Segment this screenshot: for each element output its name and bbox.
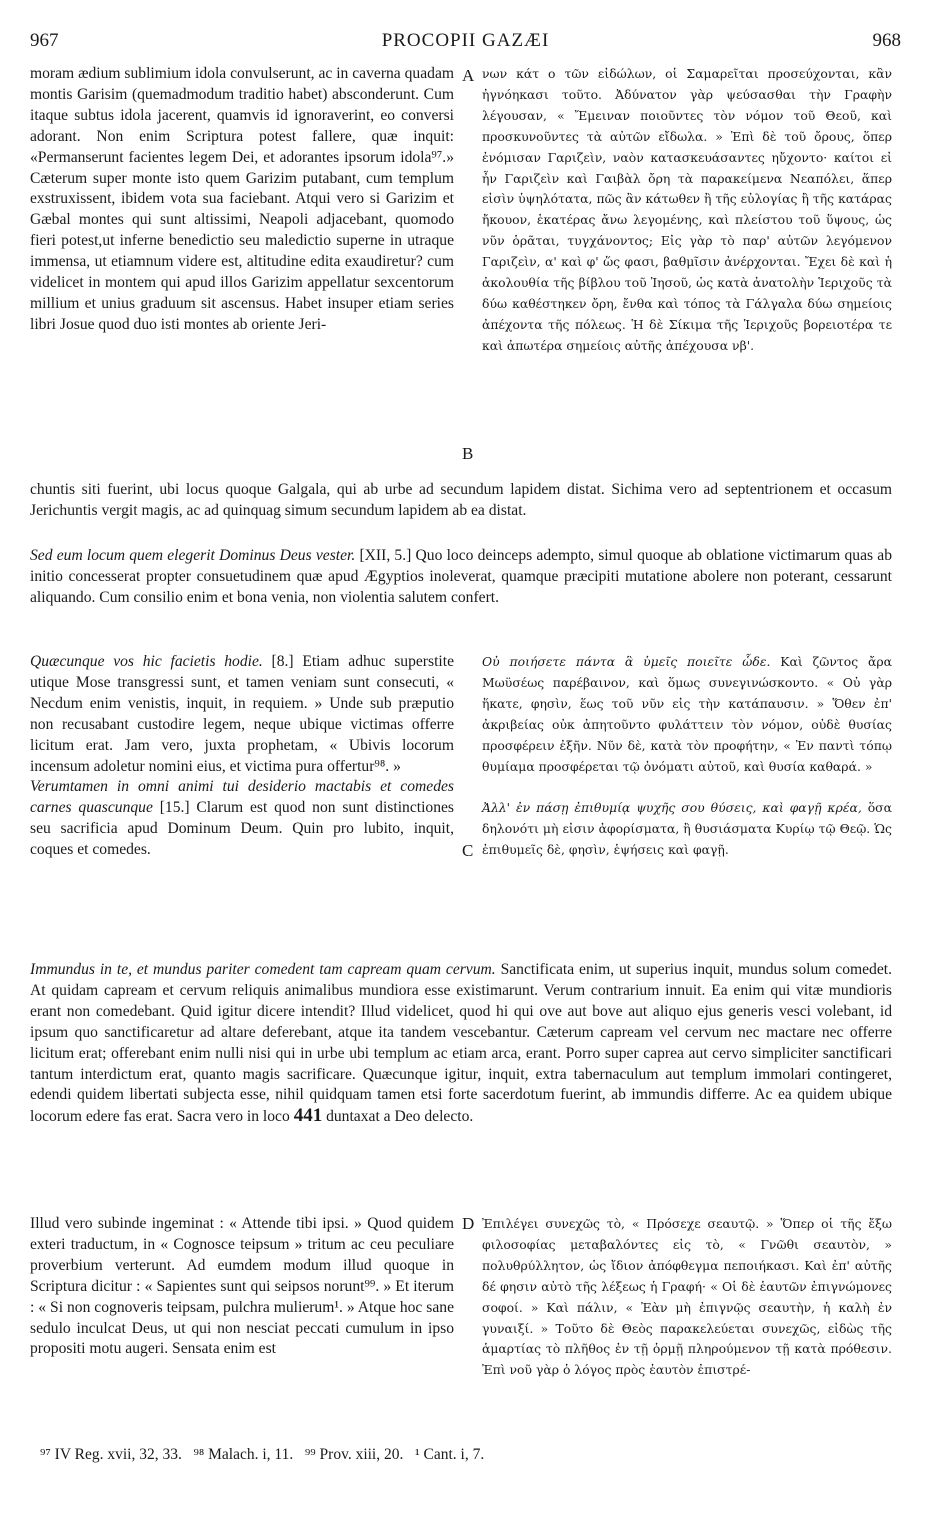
latin-text: duntaxat a Deo delecto.: [322, 1108, 474, 1126]
full-width-section-2: [30, 546, 892, 609]
latin-text: chuntis siti fuerint, ubi locus quoque Galgala, qui ab urbe ad secundum lapidem distat. Sichima vero ad septentrionem et occasum Jerichuntis vergit magis, ac ad quinquag simum secundum lapidem ab ea distat.: [30, 481, 892, 519]
lemma: Verumtamen in omni animi tui desiderio mactabis et comedes carnes quascunque: [30, 778, 454, 817]
lemma: Ἀλλ' ἐν πάσῃ ἐπιθυμίᾳ ψυχῆς σου θύσεις, καὶ φαγῇ κρέα,: [482, 800, 862, 816]
lemma: Quæcunque vos hic facietis hodie.: [30, 653, 263, 670]
latin-column-section-1: [30, 64, 454, 336]
greek-text: Ἐπιλέγει συνεχῶς τὸ, « Πρόσεχε σεαυτῷ. » Ὅπερ οἱ τῆς ἔξω φιλοσοφίας μεταβαλόντες εἰς τὸ, « Γνῶθι σεαυτὸν, » πολυθρύλλητον, ὡς ἴδιον ἀπόφθεγμα πεποιήκασι. Καὶ ἐπ' αὐτῆς δέ φησιν αὐτὸ τῆς λέξεως ἡ Γραφή· « Οἱ δὲ ἑαυτῶν ἐπιγνώμονες σοφοί. » Καὶ πάλιν, « Ἐὰν μὴ ἐπιγνῷς σεαυτὴν, ἡ καλὴ ἐν γυναιξί. » Τοῦτο δὲ Θεὸς παρακελεύεται συνεχῶς, εἰδὼς τῆς ἁμαρτίας τὸ πλῆθος ἐν τῇ ὁρμῇ πληρούμενον τῇ κατὰ πρόθεσιν. Ἐπὶ νοῦ γὰρ ὁ λόγος πρὸς ἑαυτὸν ἐπιστρέ-: [482, 1216, 892, 1378]
latin-text: [XII, 5.] Quo loco deinceps adempto, simul quoque ab oblatione victimarum quas ab initio concesserat propter consuetudinem quæ apud Ægyptios inoleverat, quamque præcipiti mutatione abolere non poterant, cessarunt aliquando. Cum consilio enim et bona venia, non violentia salutem confert.: [30, 547, 893, 606]
page-number-left: 967: [30, 30, 59, 51]
latin-column-section-5: [30, 1214, 454, 1360]
greek-text: Καὶ ζῶντος ἄρα Μωϋσέως παρέβαινον, καὶ ὅμως συνεγινώσκοντο. « Οὐ γὰρ ἥκατε, φησὶν, ἕως τοῦ νῦν εἰς τὴν κατάπαυσιν. » Ὅθεν ἐπ' ἀκριβείας οὐκ ἀπητοῦντο φυλάττειν τὸν νόμον, οὐδὲ θυσίας προσφέρειν ἐξῆν. Νῦν δὲ, κατὰ τὸν προφήτην, « Ἐν παντὶ τόπῳ θυμίαμα προσφέρεται τῷ ὀνόματι αὐτοῦ, καὶ θυσία καθαρά. »: [482, 654, 892, 774]
greek-column-section-3: [482, 652, 892, 861]
margin-mark-c: C: [462, 841, 474, 860]
greek-column-section-5: [482, 1214, 892, 1381]
footnotes: ⁹⁷ IV Reg. xvii, 32, 33. ⁹⁸ Malach. i, 11. ⁹⁹ Prov. xiii, 20. ¹ Cant. i, 7.: [40, 1446, 485, 1463]
lemma: Sed eum locum quem elegerit Dominus Deus vester.: [30, 547, 356, 564]
full-width-continuation: [30, 480, 892, 522]
latin-column-section-3: [30, 652, 454, 861]
margin-mark-b: B: [462, 444, 474, 463]
greek-text: ὅσα δηλονότι μὴ εἰσιν ἀφορίσματα, ἢ θυσιάσματα Κυρίῳ τῷ Θεῷ. Ὡς ἐπιθυμεῖς δὲ, φησὶν, ἑψήσεις καὶ φαγῇ.: [482, 800, 892, 858]
full-width-section-4: [30, 960, 892, 1128]
latin-text: [15.] Clarum est quod non sunt distinctiones seu sacrificia apud Dominum Deum. Quin pro lubito, inquit, coques et comedes.: [30, 799, 454, 859]
latin-text: moram ædium sublimium idola convulserunt, ac in caverna quadam montis Garisim (quemadmodum traditio habet) absconderunt. Cum itaque subtus idola jacerent, quamvis id ignoraverint, eo conversi adorant. Non enim Scriptura potest fallere, quæ inquit: «Permanserunt facientes legem Dei, et adorantes ipsorum idola⁹⁷.» Cæterum super monte isto quem Garizim putabant, cum templum exstruxissent, ibidem vota sua faciebant. Atqui vero si Garizim et Gæbal montes qui sunt altissimi, Neapoli adjacebant, quomodo fieri potest,ut inferne benedictio seu maledictio superne in utraque immensa, ut etiamnum videre est, altitudine edita exaudiretur? cum videlicet in montem qui apud illos Garizim appellatur sexcentorum millium et unius graduum sit ascensus. Habet insuper etiam series libri Josue quod duo isti montes ab oriente Jeri-: [30, 65, 454, 333]
lemma: Immundus in te, et mundus pariter comedent tam capream quam cervum.: [30, 961, 496, 978]
margin-mark-a: A: [462, 66, 475, 85]
latin-text: [8.] Etiam adhuc superstite utique Mose transgressi sunt, et tamen veniam sunt consecuti, « Necdum enim venistis, inquit, in requiem. » Unde sub præputio non recusabant custodire legem, neque ubique victimas offerre licitum erat. Jam vero, juxta prophetam, « Ubivis locorum incensum adoletur nomini eius, et victima pura offertur⁹⁸. »: [30, 653, 454, 775]
running-title: PROCOPII GAZÆI: [381, 30, 550, 51]
page-marker: 441: [293, 1105, 323, 1127]
page-header: [30, 30, 901, 56]
greek-text: νων κάτ ο τῶν εἰδώλων, οἱ Σαμαρεῖται προσεύχονται, κἂν ἠγνόηκασι τοῦτο. Ἀδύνατον γὰρ ψεύσασθαι τὴν Γραφὴν λέγουσαν, « Ἔμειναν ποιοῦντες τὸν νόμον τοῦ Θεοῦ, καὶ προσκυνοῦντες τὰ αὐτῶν εἴδωλα. » Ἐπὶ δὲ τοῦ ὄρους, ὅπερ ἐνόμισαν Γαριζεὶν, ναὸν κατασκευάσαντες ηὔχοντο· καίτοι εἰ ἦν Γαριζεὶν καὶ Γαιβὰλ ὄρη τὰ παρακείμενα Νεαπόλει, ἅπερ εἰσὶν ὑψηλότατα, πῶς ἂν κάτωθεν ἢ τῆς εὐλογίας ἢ τῆς κατάρας ἤκουον, ἑκατέρας ἄνω λεγομένης, καὶ πλείστου τοῦ ὕψους, ὡς νῦν ὁρᾶται, τυγχάνοντος; Εἰς γὰρ τὸ παρ' αὐτῶν λεγόμενον Γαριζεὶν, α' καὶ φ' ὥς φασι, βαθμῖσιν ἀνέρχονται. Ἔχει δὲ καὶ ἡ ἀκολουθία τῆς βίβλου τοῦ Ἰησοῦ, ὡς κατὰ ἀνατολὴν Ἱεριχοῦς τὰ δύω καθέστηκεν ὄρη, ἔνθα καὶ τόπος τὰ Γάλγαλα δύω σημείοις ἀπέχοντα τῆς πόλεως. Ἡ δὲ Σίκιμα τῆς Ἱεριχοῦς βορειοτέρα τε καὶ ἀπωτέρα σημείοις αὐτῆς ἀπέχουσα νβ'.: [482, 66, 892, 353]
margin-mark-d: D: [462, 1214, 475, 1233]
latin-text: Illud vero subinde ingeminat : « Attende tibi ipsi. » Quod quidem exteri traductum, in « Cognosce teipsum » tritum ac ceu peculiare proverbium verterunt. Ad eumdem modum illud quoque in Scriptura dicitur : « Sapientes sunt qui seipsos norunt⁹⁹. » Et iterum : « Si non cognoveris teipsam, pulchra mulierum¹. » Atque hoc sane sedulo inculcat Deus, ut qui non nesciat peccati cumulum in ipso propositi motu augeri. Sensata enim est: [30, 1215, 454, 1358]
greek-column-section-1: [482, 64, 892, 357]
page-number-right: 968: [872, 30, 901, 51]
lemma: Οὐ ποιήσετε πάντα ἃ ὑμεῖς ποιεῖτε ὧδε.: [482, 654, 771, 669]
latin-text: Sanctificata enim, ut superius inquit, mundus solum comedet. At quidam capream et cervum reliquis animalibus mundiora esse existimarunt. Verum contrarium innuit. Ea enim qui vitæ mundioris erant non comedebant. Quid igitur dicere intendit? Illud videlicet, quod hi qui ove aut bove aut aliquo ejus generis vesci volebant, id ipsum quo sanctificaretur ad altare deferebant, atque ita tandem vescebantur. Cæterum capream vel cervum nec mactare nec offerre licitum erat; offerebant enim nulli nisi qui in urbe ubi templum ac etiam arca, erant. Porro super caprea aut cervo simpliciter sanctificari tantum interdictum erat, quanto magis sacrificare. Quæcunque igitur, inquit, extra tabernaculum aut templum immolari contingeret, edendi quidem libertati subjecta esse, nihil quidquam tamen etsi forte sacerdotum fuerint, ab immundis differre. Ac ea quidem ubique locorum edere fas erat. Sacra vero in loco: [30, 961, 893, 1126]
